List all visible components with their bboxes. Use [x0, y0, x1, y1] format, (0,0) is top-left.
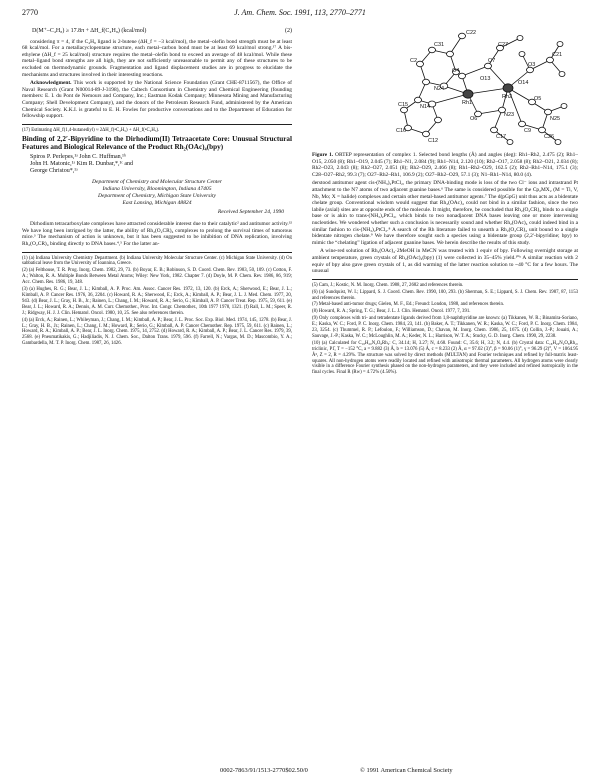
atom-label: C2	[410, 58, 418, 64]
author-line: Spiros P. Perlepes,¹ᵃ John C. Huffman,¹ᵇ	[30, 153, 126, 160]
author-line: George Christou*,¹ᵃ	[30, 168, 78, 175]
atom-label: O14	[518, 80, 529, 86]
article-code: 0002-7863/91/1513-2770$02.50/0	[220, 767, 308, 774]
atom-label: C21	[552, 52, 563, 58]
paragraph: A wine-red solution of Rh₂(OAc)₄·2MeOH in MeCN was treated with 1 equiv of bpy. Following overnight storage at ambient temperature, green crystals of Rh₂(OAc)₄(bpy) (1) were collected in 35–45% yield.¹⁰ᵃ A similar reaction with 2 equiv of bpy also gave green crystals of 1, as did warming of the latter reaction solution to ~40 °C for a few hours. The unusual	[312, 248, 578, 275]
affiliation-line: East Lansing, Michigan 48824	[122, 199, 192, 206]
footnote: (7) Metal-based anti-tumor drugs; Gielen, M. F., Ed.; Freund: London, 1988, and references therein.	[312, 302, 505, 308]
acknowledgment-text: This work is supported by the National Science Foundation (Grant CHE-8711567), the Office of Naval Research (Grant N00014-89-J-3198), the Caltech Consortium in Chemistry and Chemical Engineering (founding members: E. I. du Pont de Nemours and Company, Inc.; Eastman Kodak Company; Minnesota Mining and Manufacturing Company; Shell Development Company), and the donors of the Petroleum Research Fund, administered by the American Chemical Society. K.K.I. is grateful to E. H. Fowles for productive conversations and to the Department of Education for fellowship support.	[22, 80, 292, 120]
bond-lines	[404, 36, 564, 142]
footnote: (10) (a) Calculated for C₁₈H₂₀N₂O₈Rh₂: C, 34.14; H, 3.27; N, 4.68. Found: C, 35.6; H, 3.2; N, 4.4. (b) Crystal data: C₁₈H₂₀N₂O₈Rh₂, triclinic, P1̄, T = −152 °C, a = 9.882 (3) Å, b = 13.076 (5) Å, c = 8.233 (2) Å, α = 97.02 (3)°, β = 90.06 (1)°, γ = 96.29 (2)°, V = 1064.95 Å³, Z = 2, R = 4.29%. The structure was solved by direct methods (MULTAN) and Fourier techniques and refined by full-matrix least-squares. All non-hydrogen atoms were readily located and refined with anisotropic thermal parameters. All hydrogen atoms were clearly visible in a difference Fourier synthesis phased on the non-hydrogen parameters, and they were included and refined isotropically in the final cycles. Final R (Rw) = 4.72% (4.50%).	[312, 340, 578, 376]
footnote: (6) (a) Sundquist, W. I.; Lippard, S. J. Coord. Chem. Rev. 1990, 100, 293. (b) Sherman, S. E.; Lippard, S. J. Chem. Rev. 1987, 87, 1153 and references therein.	[312, 289, 578, 301]
footnote: (1) (a) Indiana University Chemistry Department. (b) Indiana University Molecular Structure Center. (c) Michigan State University. (d) On sabbatical leave from the University of Ioannina, Greece.	[22, 255, 292, 267]
footnote: (4) (a) Erck, A.; Rainen, L.; Whileyman, J.; Chang, I. M.; Kimball, A. P.; Bear, J. L. Proc. Soc. Exp. Biol. Med. 1974, 145, 1278. (b) Bear, J. L.; Gray, H. B., Jr.; Rainen, L.; Chang, I. M.; Howard, R.; Serio, G.; Kimball, A. P. Cancer Chemother. Rep. 1975, 59, 611. (c) Rainen, L.; Howard, R. A.; Kimball, A. P.; Bear, J. L. Inorg. Chem. 1975, 14, 2752. (d) Howard, R. A.; Kimball, A. P.; Bear, J. L. Cancer Res. 1979, 39, 2568. (e) Pneumatikakis, G.; Hadjiliadis, N. J. Chem. Soc., Dalton Trans. 1979, 596. (f) Farrell, N.; Vargas, M. D.; Mascombio, Y. A.; Gambardella, M. T. P. Inorg. Chem. 1987, 26, 1426.	[22, 317, 292, 347]
footnote: (17) Estimating ΔH_f(1,4-butanediyl) ≈ 2ΔH_f(•C₂H₅) + ΔH_f(•C₂H₅).	[22, 127, 160, 133]
ortep-structure-drawing	[312, 24, 578, 152]
affiliation	[22, 179, 292, 206]
ortep-figure	[312, 24, 578, 152]
atom-label: O13	[480, 76, 491, 82]
figure-label: Figure 1.	[312, 152, 334, 158]
atom-label: C26	[544, 134, 555, 140]
footnote: (2) (a) Felthouse, T. R. Prog. Inorg. Chem. 1982, 29, 73. (b) Boyar, E. B.; Robinson, S. D. Coord. Chem. Rev. 1983, 50, 109. (c) Cotton, F. A.; Walton, R. A. Multiple Bonds Between Metal Atoms; Wiley: New York, 1982. Chapter 7. (d) Doyle, M. P. Chem. Rev. 1986, 86, 919; Acc. Chem. Res. 1986, 19, 348.	[22, 268, 292, 286]
equation-text: D(M⁺–C₄H₈) ≥ 17.8π + ΔH_f(C₄H₈) (kcal/mol)	[32, 28, 147, 34]
received-date: Received September 24, 1990	[217, 208, 284, 215]
author-line: John H. Matonic,¹ᵃ Kim R. Dunbar,*,¹ᶜ and	[30, 161, 134, 168]
right-column	[312, 24, 578, 377]
equation-2	[32, 28, 292, 35]
atom-label: C22	[466, 30, 477, 36]
atom-label: C27	[498, 42, 509, 48]
footnotes-left	[22, 256, 292, 348]
atom-label: Rh2	[502, 94, 513, 100]
footnotes-first-article	[22, 128, 292, 134]
footnote: (3) (a) Hughes, R. G.; Bear, J. L.; Kimball, A. P. Proc. Am. Assoc. Cancer Res. 1972, 13, 120. (b) Erck, A.; Sherwood, E.; Bear, J. L.; Kimball, A. P. Cancer Res. 1976, 36, 2204. (c) Howard, R. A.; Sherwood, E.; Erck, A.; Kimball, A. P.; Bear, J. L. J. Med. Chem. 1977, 20, 943. (d) Bear, J. L.; Gray, H. B., Jr.; Rainen, L.; Chang, I. M.; Howard, R. A.; Serio, G.; Kimball, A. P. Cancer Treat. Rep. 1975, 59, 611. (e) Bear, J. L.; Howard, R. A.; Dennis, A. M. Curr. Chemother., Proc. Int. Congr. Chemother., 10th 1977 1978, 1321. (f) Rall, L. M.; Speer, R. J.; Ridgway, H. J. J. Clin. Hematol. Oncol. 1980, 10, 25. See also references therein.	[22, 287, 292, 316]
atom-label: N14	[420, 104, 431, 110]
atom-label: N24	[434, 86, 445, 92]
footnote: (8) Howard, R. A.; Spring, T. G.; Bear, J. L. J. Clin. Hematol. Oncol. 1977, 7, 391.	[312, 309, 471, 315]
paragraph: considering π = 4, if the C₄H₈ ligand is 2-butene (ΔH_f = −3 kcal/mol), the metal–olefin bond strength must be at least 68 kcal/mol. For a metallacyclopentane structure, each metal–carbon bond must be at least 69 kcal/mol strong.¹⁷ A bis-ethylene (ΔH_f = 25 kcal/mol) structure requires the metal–olefin bond to exceed an average of 48 kcal/mol. While these metal–ligand bond strengths are all high, they are not sufficiently unreasonable to permit any of these structures to be excluded on thermodynamic grounds. Fragmentation and ligand displacement studies are in progress to elucidate the mechanisms and structures involved in their interesting reactions.	[22, 38, 292, 78]
paragraph: derstood antitumor agent cis-(NH₃)₂PtCl₂, the primary DNA-binding mode is loss of the two Cl⁻ ions and intrastrand Pt attachment to the N7 atoms of two adjacent guanine bases.⁶ The same is considered possible for the Cp₂MX₂ (M = Ti, V, Nb, Mo; X = halide) complexes and certain other metal-based antitumor agents.⁷ The d(pGpG) unit thus acts as a bidentate chelate group. Conventional wisdom would suggest that Rh₂(OAc)₄ could not bind in a similar fashion, since the two labile (axial) sites are at opposite ends of the molecule. It might, therefore, be concluded that Rh₂(O₂CR)₄ binds to a single base or is akin to trans-(NH₃)₂PtCl₂, which binds to two nonadjacent DNA bases leaving one or more intervening nucleotides. We wondered whether such a conclusion is necessarily sound and whether Rh₂(OAc)₄ could indeed bind in a similar fashion to cis-(NH₃)₂PtCl₂.⁸ A search of the Rh literature failed to unearth a Rh₂(O₂CR)₄ unit bound to a single bidentate nitrogen chelate.⁹ We have therefore sought such a species using a bidentate group (2,2′-bipyridine; bpy) to mimic the “chelating” ligation of adjacent guanine bases. We herein describe the results of this study.	[312, 180, 578, 246]
atom-label: C9	[524, 128, 532, 134]
atom-label: O5	[534, 96, 542, 102]
affiliation-line: Department of Chemistry and Molecular Structure Center	[92, 179, 222, 186]
affiliation-line: Department of Chemistry, Michigan State University	[97, 193, 217, 200]
copyright: © 1991 American Chemical Society	[360, 767, 453, 774]
article-title: Binding of 2,2′-Bipyridine to the Dirhodium(II) Tetraacetate Core: Unusual Structural Features and Biological Relevance of the Product Rh₂(OAc)₄(bpy)	[22, 134, 292, 152]
atom-label: C16	[396, 128, 407, 134]
atom-label: Rh1	[462, 100, 473, 106]
left-column	[22, 24, 292, 348]
affiliation-line: Indiana University, Bloomington, Indiana 47405	[102, 186, 212, 193]
atom-label: C31	[434, 42, 445, 48]
atom-label: O6	[470, 116, 478, 122]
page-number: 2770	[22, 8, 38, 17]
atom-label: O3	[528, 62, 536, 68]
caption-text: ORTEP representation of complex 1. Selected bond lengths (Å) and angles (deg): Rh1–Rh2, 2.475 (2); Rh1–O15, 2.050 (8); Rh1–O19, 2.045 (7); Rh1–N1, 2.084 (9); Rh1–N14, 2.120 (10); Rh2–O17, 2.058 (8); Rh2–O21, 2.034 (8); Rh2–O23, 2.043 (8); Rh2–O27, 2.051 (8); Rh2–O29, 2.466 (8); Rh1–Rh2–O29, 162.5 (2); Rh2–Rh1–N14, 175.1 (3); C28–O27–Rh2, 99.3 (7); O27–Rh2–Rh1, 106.9 (2); O27–Rh2–O29, 57.1 (3); N1–Rh1–N14, 80.0 (4).	[312, 152, 578, 178]
atom-ellipsoids	[401, 33, 568, 144]
equation-number: (2)	[285, 28, 292, 34]
figure-caption	[312, 152, 578, 178]
acknowledgment	[22, 80, 292, 120]
atom-label: O7	[488, 58, 496, 64]
atom-label: C15	[398, 102, 409, 108]
acknowledgment-label: Acknowledgment.	[30, 80, 72, 87]
footnotes-right	[312, 283, 578, 377]
footnote: (9) Only complexes with tri- and tetradentate ligands derived from 1,8-naphthyridine are known: (a) Tikkanen, W. R.; Binamira-Soriano, E.; Kaska, W. C.; Ford, P. C. Inorg. Chem. 1984, 23, 141. (b) Baker, A. T.; Tikkanen, W. R.; Kaska, W. C.; Ford, P. C. Inorg. Chem. 1984, 23, 3254. (c) Thummel, R. P.; Lefoulon, F.; Williamson, D.; Chavan, M. Inorg. Chem. 1986, 25, 1675. (d) Collin, J.-P.; Jouaiti, A.; Sauvage, J.-P.; Kaska, W. C.; McLoughlin, M. A.; Keder, N. L.; Harrison, W. T. A.; Stucky, G. D. Inorg. Chem. 1990, 29, 2238.	[312, 316, 578, 339]
atom-label: O4	[452, 68, 460, 74]
paragraph: Dirhodium tetracarboxylate complexes have attracted considerable interest due to their catalytic² and antitumor activity.³² We have long been intrigued by the latter, the ability of Rh₂(O₂CR)₄ complexes to prolong the survival times of tumorous mice.³ The mechanism of action is unknown, but it has been suggested to be inhibition of DNA replication, involving Rh₂(O₂CR)₄ binding directly to DNA bases.⁴,⁵ For the latter an-	[22, 221, 292, 247]
footnote-divider	[22, 252, 292, 253]
journal-citation: J. Am. Chem. Soc. 1991, 113, 2770–2771	[234, 8, 366, 17]
page-header	[22, 8, 578, 22]
author-list	[30, 154, 292, 176]
atom-label: C17	[496, 134, 507, 140]
footnote-divider	[22, 124, 292, 125]
atom-label: N23	[504, 112, 515, 118]
atom-label: N25	[550, 116, 561, 122]
atom-labels	[396, 30, 562, 144]
atom-label: C12	[428, 138, 439, 144]
footnote-divider	[312, 279, 578, 280]
footnote: (5) Cam, J.; Kostic, N. M. Inorg. Chem. 1988, 27, 2682 and references therein.	[312, 282, 464, 288]
